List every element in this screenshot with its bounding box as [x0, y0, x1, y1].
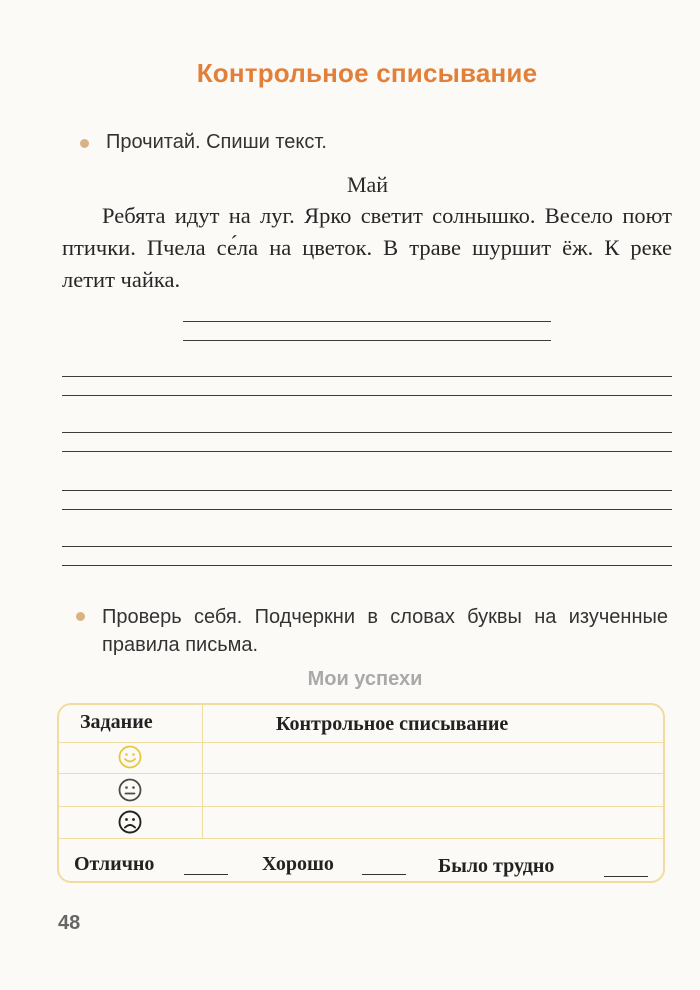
sad-face-icon: [118, 810, 142, 834]
rating-excellent-blank[interactable]: [184, 874, 228, 875]
title-writing-line[interactable]: [183, 321, 551, 322]
table-divider: [59, 742, 663, 743]
table-divider: [59, 806, 663, 807]
writing-line[interactable]: [62, 376, 672, 377]
title-writing-line[interactable]: [183, 340, 551, 341]
table-header-task: Задание: [80, 711, 153, 733]
table-divider: [59, 838, 663, 839]
neutral-face-icon: [118, 778, 142, 802]
dictation-text: Ребята идут на луг. Ярко светит солнышко. Весело поют птички. Пчела се́ла на цветок. В траве шуршит ёж. К реке летит чайка.: [62, 203, 672, 292]
rating-good-blank[interactable]: [362, 874, 406, 875]
writing-line[interactable]: [62, 432, 672, 433]
page-number: 48: [58, 912, 81, 934]
rating-excellent-label: Отлично: [74, 853, 155, 875]
page-title: Контрольное списывание: [196, 58, 538, 88]
writing-line[interactable]: [62, 509, 672, 510]
table-header-dictation: Контрольное списывание: [276, 713, 509, 735]
bullet-icon: [76, 612, 85, 621]
writing-line[interactable]: [62, 546, 672, 547]
writing-line[interactable]: [62, 395, 672, 396]
rating-difficult-label: Было трудно: [438, 855, 555, 877]
writing-line[interactable]: [62, 565, 672, 566]
task2-instruction: Проверь себя. Подчеркни в словах буквы на изученные правила письма.: [102, 606, 668, 656]
bullet-icon: [80, 139, 89, 148]
table-divider: [59, 773, 663, 774]
writing-line[interactable]: [62, 490, 672, 491]
text-title: Май: [346, 172, 389, 197]
task1-instruction: Прочитай. Спиши текст.: [106, 131, 327, 153]
rating-difficult-blank[interactable]: [604, 876, 648, 877]
smiling-face-icon: [118, 745, 142, 769]
success-heading: Мои успехи: [307, 668, 423, 690]
rating-good-label: Хорошо: [262, 853, 334, 875]
table-divider: [202, 705, 203, 838]
writing-line[interactable]: [62, 451, 672, 452]
